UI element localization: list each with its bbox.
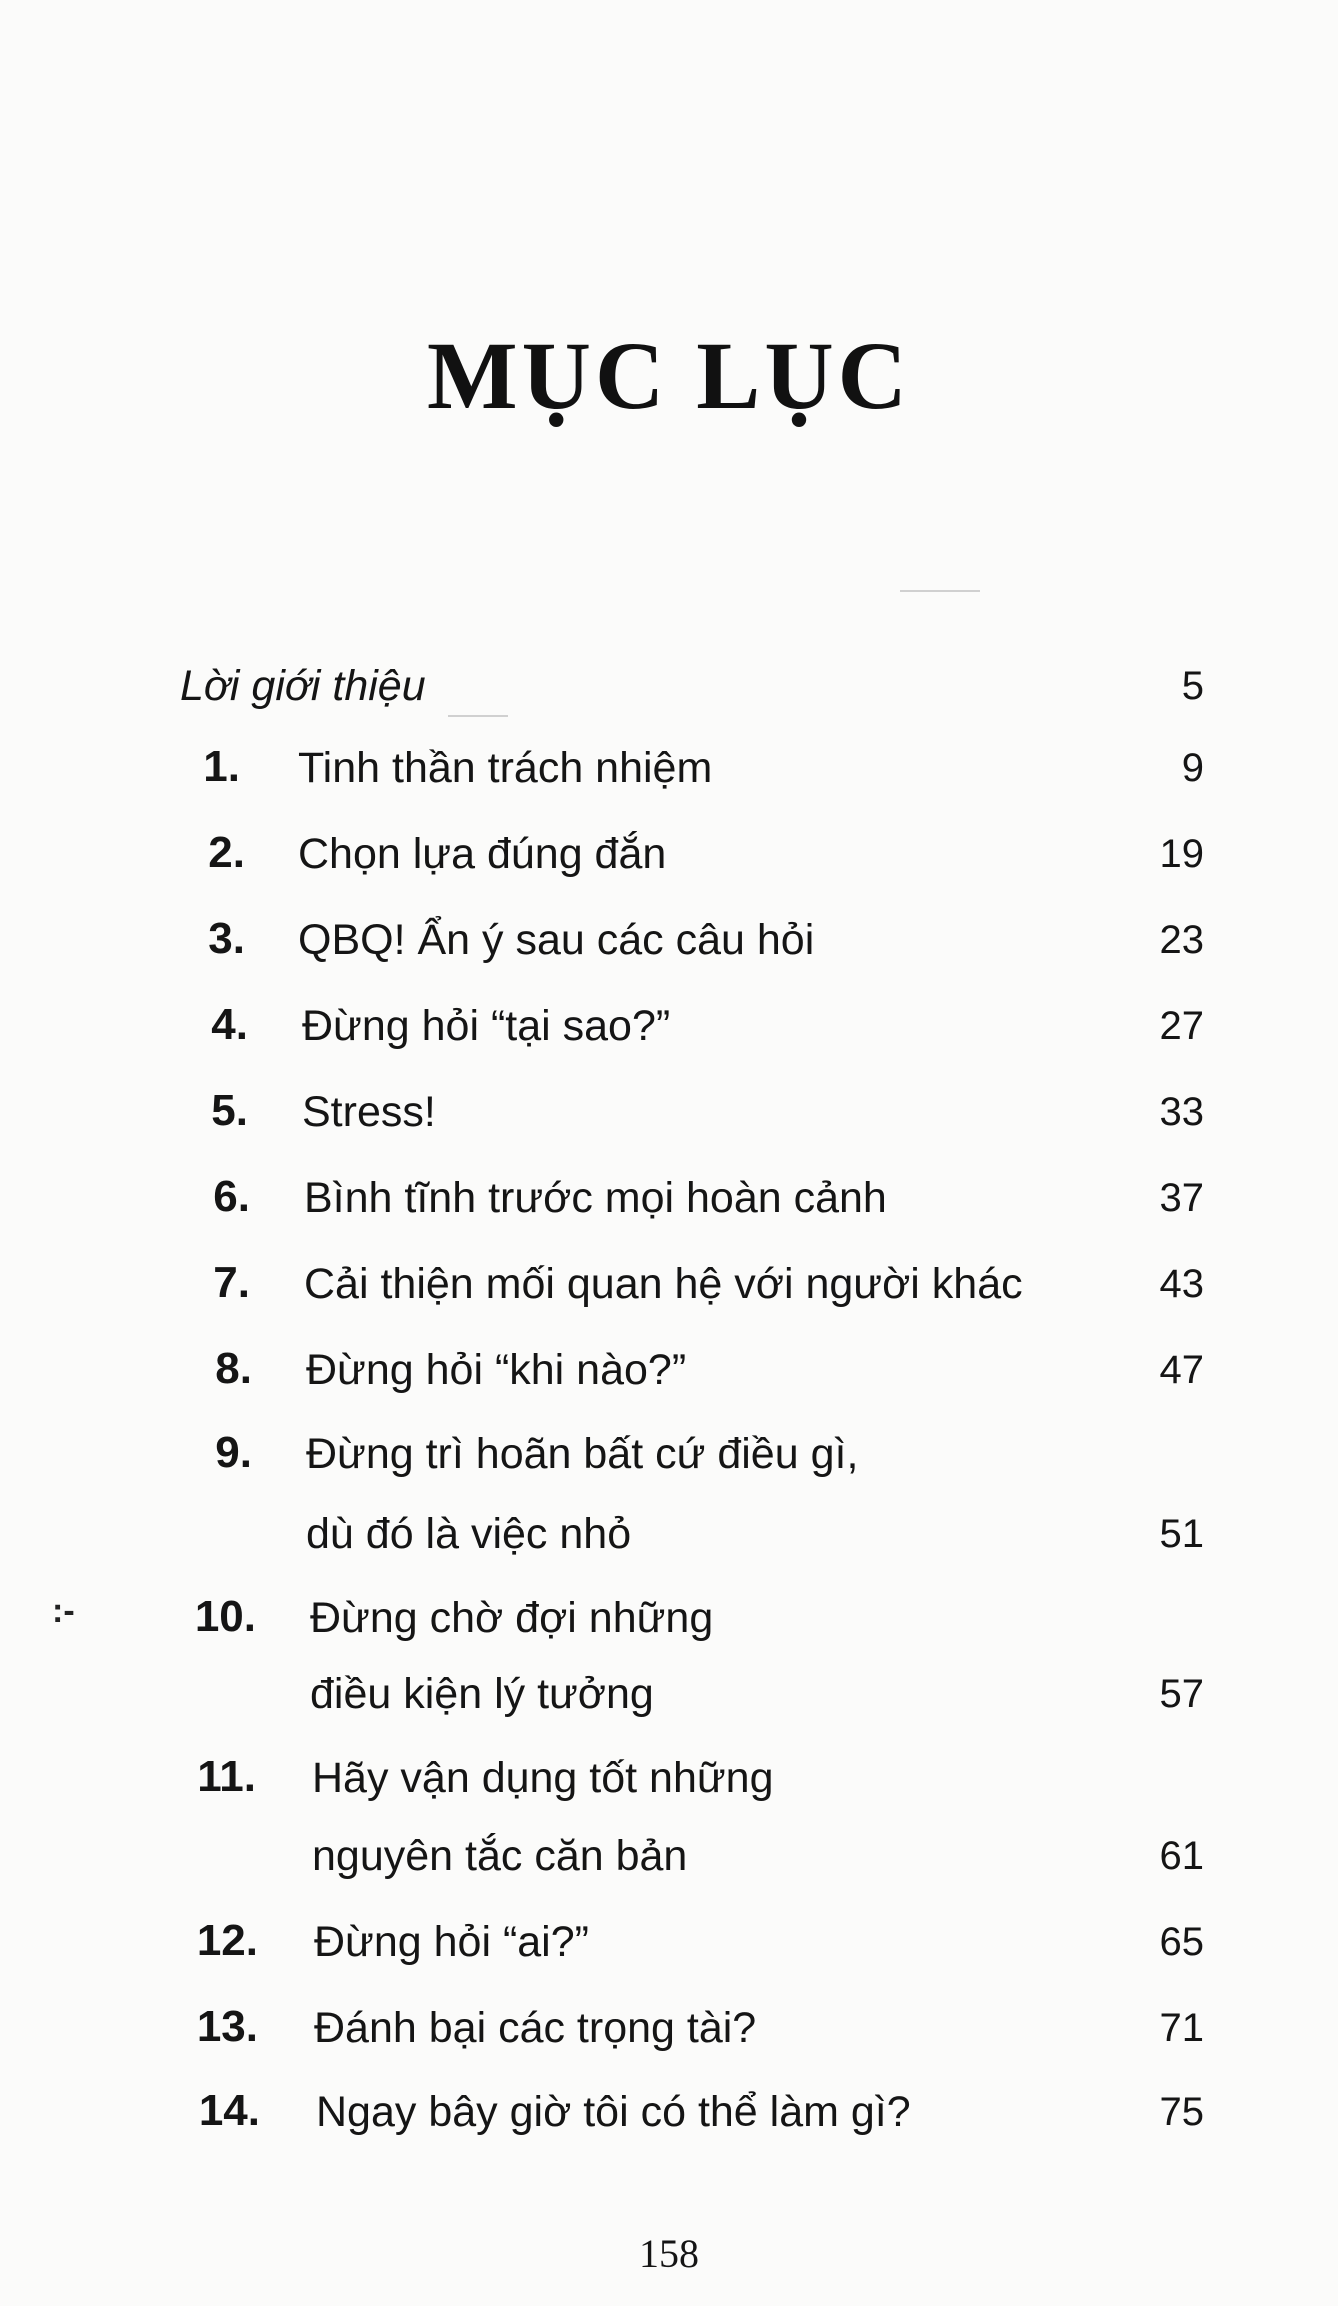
- toc-entry-page: 43: [1159, 1262, 1204, 1306]
- toc-entry-continuation: [0, 1668, 1338, 1728]
- toc-entry: [0, 742, 1338, 802]
- toc-entry-page: 37: [1159, 1176, 1204, 1220]
- toc-entry-page: 65: [1159, 1920, 1204, 1964]
- toc-entry: [0, 1086, 1338, 1146]
- toc-entry-title: Đừng hỏi “tại sao?”: [302, 1002, 671, 1050]
- toc-entry-title: Stress!: [302, 1088, 436, 1136]
- toc-intro: [0, 660, 1338, 720]
- toc-entry-page: 51: [1159, 1512, 1204, 1556]
- toc-entry-page: 19: [1159, 832, 1204, 876]
- toc-entry-number: 14.: [198, 2086, 260, 2135]
- toc-entry-page: 23: [1159, 918, 1204, 962]
- toc-entry-number: 4.: [211, 1000, 248, 1049]
- toc-entry: [0, 1000, 1338, 1060]
- toc-entry-number: 2.: [208, 828, 245, 877]
- toc-entry-page: 75: [1159, 2090, 1204, 2134]
- toc-entry: [0, 2086, 1338, 2146]
- toc-entry-number: 13.: [196, 2002, 258, 2051]
- toc-entry-continuation: [0, 1830, 1338, 1890]
- toc-entry-page: 33: [1159, 1090, 1204, 1134]
- toc-entry-continuation: [0, 1508, 1338, 1568]
- toc-entry-number: 10.: [194, 1592, 256, 1641]
- toc-entry: [0, 1592, 1338, 1652]
- toc-entry-title: Ngay bây giờ tôi có thể làm gì?: [316, 2088, 911, 2136]
- toc-entry-number: 3.: [208, 914, 245, 963]
- toc-entry-number: 11.: [197, 1752, 256, 1801]
- toc-entry: [0, 1916, 1338, 1976]
- toc-entry: [0, 1428, 1338, 1488]
- toc-entry-number: 5.: [211, 1086, 248, 1135]
- toc-entry: [0, 1752, 1338, 1812]
- margin-mark: :-: [52, 1592, 75, 1630]
- toc-intro-page: 5: [1181, 664, 1204, 708]
- toc-entry-title-line: Đừng trì hoãn bất cứ điều gì,: [306, 1430, 859, 1478]
- toc-entry-page: 71: [1159, 2006, 1204, 2050]
- toc-entry-title-line: nguyên tắc căn bản: [312, 1832, 688, 1880]
- toc-entry-title-line: dù đó là việc nhỏ: [306, 1510, 632, 1558]
- toc-entry: [0, 2002, 1338, 2062]
- toc-entry-page: 57: [1159, 1672, 1204, 1716]
- toc-entry-page: 9: [1181, 746, 1204, 790]
- toc-entry-number: 12.: [196, 1916, 258, 1965]
- toc-entry-page: 47: [1159, 1348, 1204, 1392]
- toc-entry: [0, 828, 1338, 888]
- toc-entry-number: 1.: [203, 742, 240, 791]
- toc-entry-number: 7.: [213, 1258, 250, 1307]
- toc-entry-title: Đừng hỏi “khi nào?”: [306, 1346, 687, 1394]
- toc-entry-title: Chọn lựa đúng đắn: [298, 830, 667, 878]
- toc-entry-page: 27: [1159, 1004, 1204, 1048]
- toc-entry: [0, 914, 1338, 974]
- page-number: 158: [639, 2231, 699, 2276]
- toc-entry-title: Đừng hỏi “ai?”: [314, 1918, 589, 1966]
- toc-entry-number: 9.: [215, 1428, 252, 1477]
- toc-entry-title: Bình tĩnh trước mọi hoàn cảnh: [304, 1174, 887, 1222]
- toc-entry: [0, 1172, 1338, 1232]
- toc-entry-number: 8.: [215, 1344, 252, 1393]
- toc-intro-title: Lời giới thiệu: [180, 662, 426, 710]
- toc-entry-title-line: điều kiện lý tưởng: [310, 1670, 654, 1718]
- toc-entry-number: 6.: [213, 1172, 250, 1221]
- toc-entry-title: Đánh bại các trọng tài?: [314, 2004, 757, 2052]
- toc-entry: [0, 1258, 1338, 1318]
- toc-entry-title: Cải thiện mối quan hệ với người khác: [304, 1260, 1023, 1308]
- toc-entry-title: QBQ! Ẩn ý sau các câu hỏi: [298, 916, 815, 964]
- toc-entry: [0, 1344, 1338, 1404]
- page-title: MỤC LỤC: [427, 322, 911, 429]
- toc-entry-page: 61: [1159, 1834, 1204, 1878]
- toc-entry-title: Tinh thần trách nhiệm: [298, 744, 713, 792]
- toc-entry-title-line: Hãy vận dụng tốt những: [312, 1754, 774, 1802]
- toc-entry-title-line: Đừng chờ đợi những: [310, 1594, 714, 1642]
